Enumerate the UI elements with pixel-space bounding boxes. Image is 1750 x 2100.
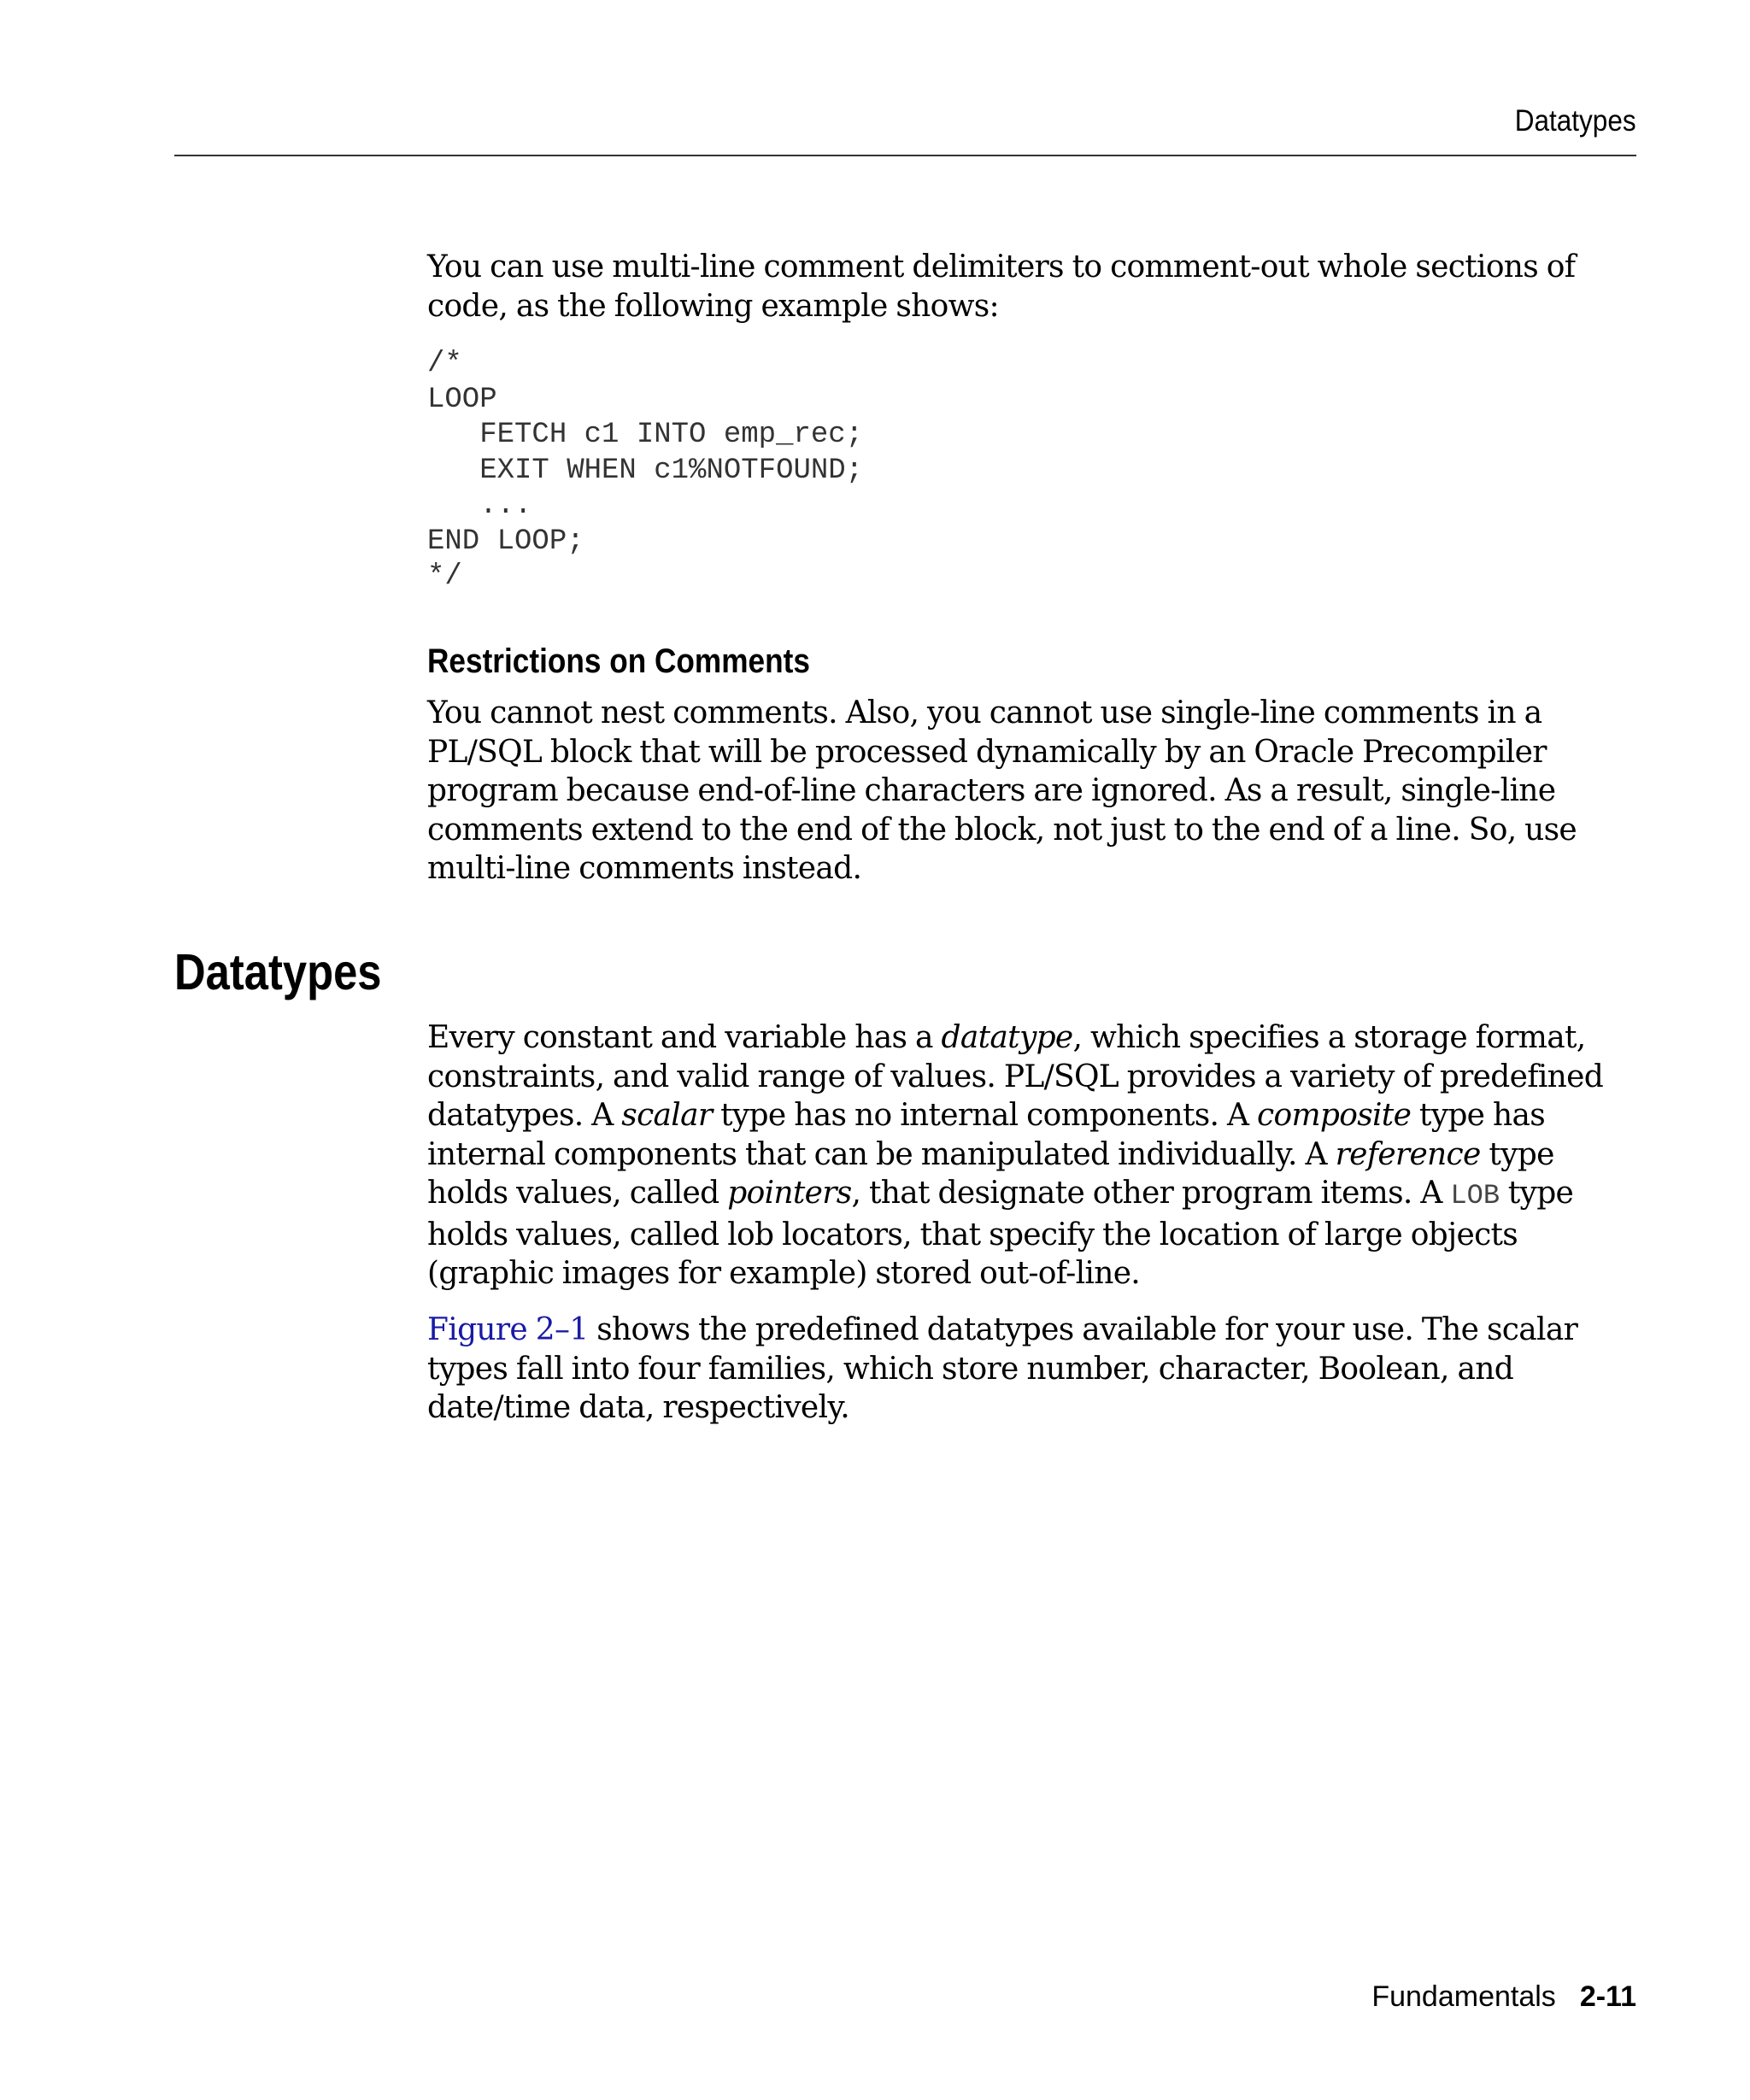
text-run: type has no internal components. A <box>712 1098 1258 1133</box>
term-composite: composite <box>1257 1098 1412 1133</box>
term-reference: reference <box>1335 1136 1481 1172</box>
datatypes-block-2 <box>427 1311 1636 1428</box>
term-scalar: scalar <box>621 1098 713 1133</box>
header-divider <box>174 155 1636 156</box>
restrictions-heading: Restrictions on Comments <box>427 642 810 680</box>
datatypes-paragraph-2 <box>427 1311 1636 1428</box>
text-run: shows the predefined datatypes available for your use. The scalar types fall into four families, which store number, character, Boolean, and date/time data, respectively. <box>427 1312 1578 1425</box>
footer-section: Fundamentals <box>1371 1980 1556 2013</box>
datatypes-block <box>427 1018 1636 1293</box>
restrictions-paragraph: You cannot nest comments. Also, you cannot use single-line comments in a PL/SQL block that will be processed dynamically by an Oracle Precompiler program because end-of-line characters are ignored. As a result, single-line comments extend to the end of the block, not just to the end of a line. So, use multi-line comments instead. <box>427 695 1577 886</box>
running-header: Datatypes <box>1515 104 1636 138</box>
code-line: ... <box>427 490 532 522</box>
restrictions-block <box>427 694 1636 889</box>
intro-block <box>427 248 1636 326</box>
term-datatype: datatype <box>941 1020 1073 1055</box>
figure-2-1-link[interactable]: Figure 2–1 <box>427 1312 589 1347</box>
text-run: Every constant and variable has a <box>427 1020 942 1055</box>
intro-paragraph: You can use multi-line comment delimiters to comment-out whole sections of code, as the following example shows: <box>427 249 1576 324</box>
text-run: , which specifies a storage format, constraints, and valid range of values. PL/SQL provides a variety of predefined datatypes. A <box>427 1020 1604 1133</box>
text-run: type holds values, called lob locators, that specify the location of large objects (graphic images for example) stored out-of-line. <box>427 1176 1574 1291</box>
term-pointers: pointers <box>727 1176 852 1211</box>
code-line: /* <box>427 348 462 380</box>
page-footer <box>1371 1980 1636 2014</box>
text-run: , that designate other program items. A <box>851 1176 1451 1211</box>
inline-code-lob: LOB <box>1450 1180 1500 1211</box>
text-run: type holds values, called <box>427 1136 1554 1211</box>
section-title-datatypes: Datatypes <box>174 944 382 1000</box>
page-number: 2-11 <box>1579 1980 1636 2013</box>
code-line: END LOOP; <box>427 525 584 558</box>
code-line: FETCH c1 INTO emp_rec; <box>427 419 864 451</box>
code-line: LOOP <box>427 383 497 416</box>
text-run: type has internal components that can be manipulated individually. A <box>427 1098 1546 1172</box>
code-line: EXIT WHEN c1%NOTFOUND; <box>427 454 864 487</box>
datatypes-paragraph-1 <box>427 1018 1636 1293</box>
code-line: */ <box>427 560 462 593</box>
code-example <box>427 347 1636 595</box>
